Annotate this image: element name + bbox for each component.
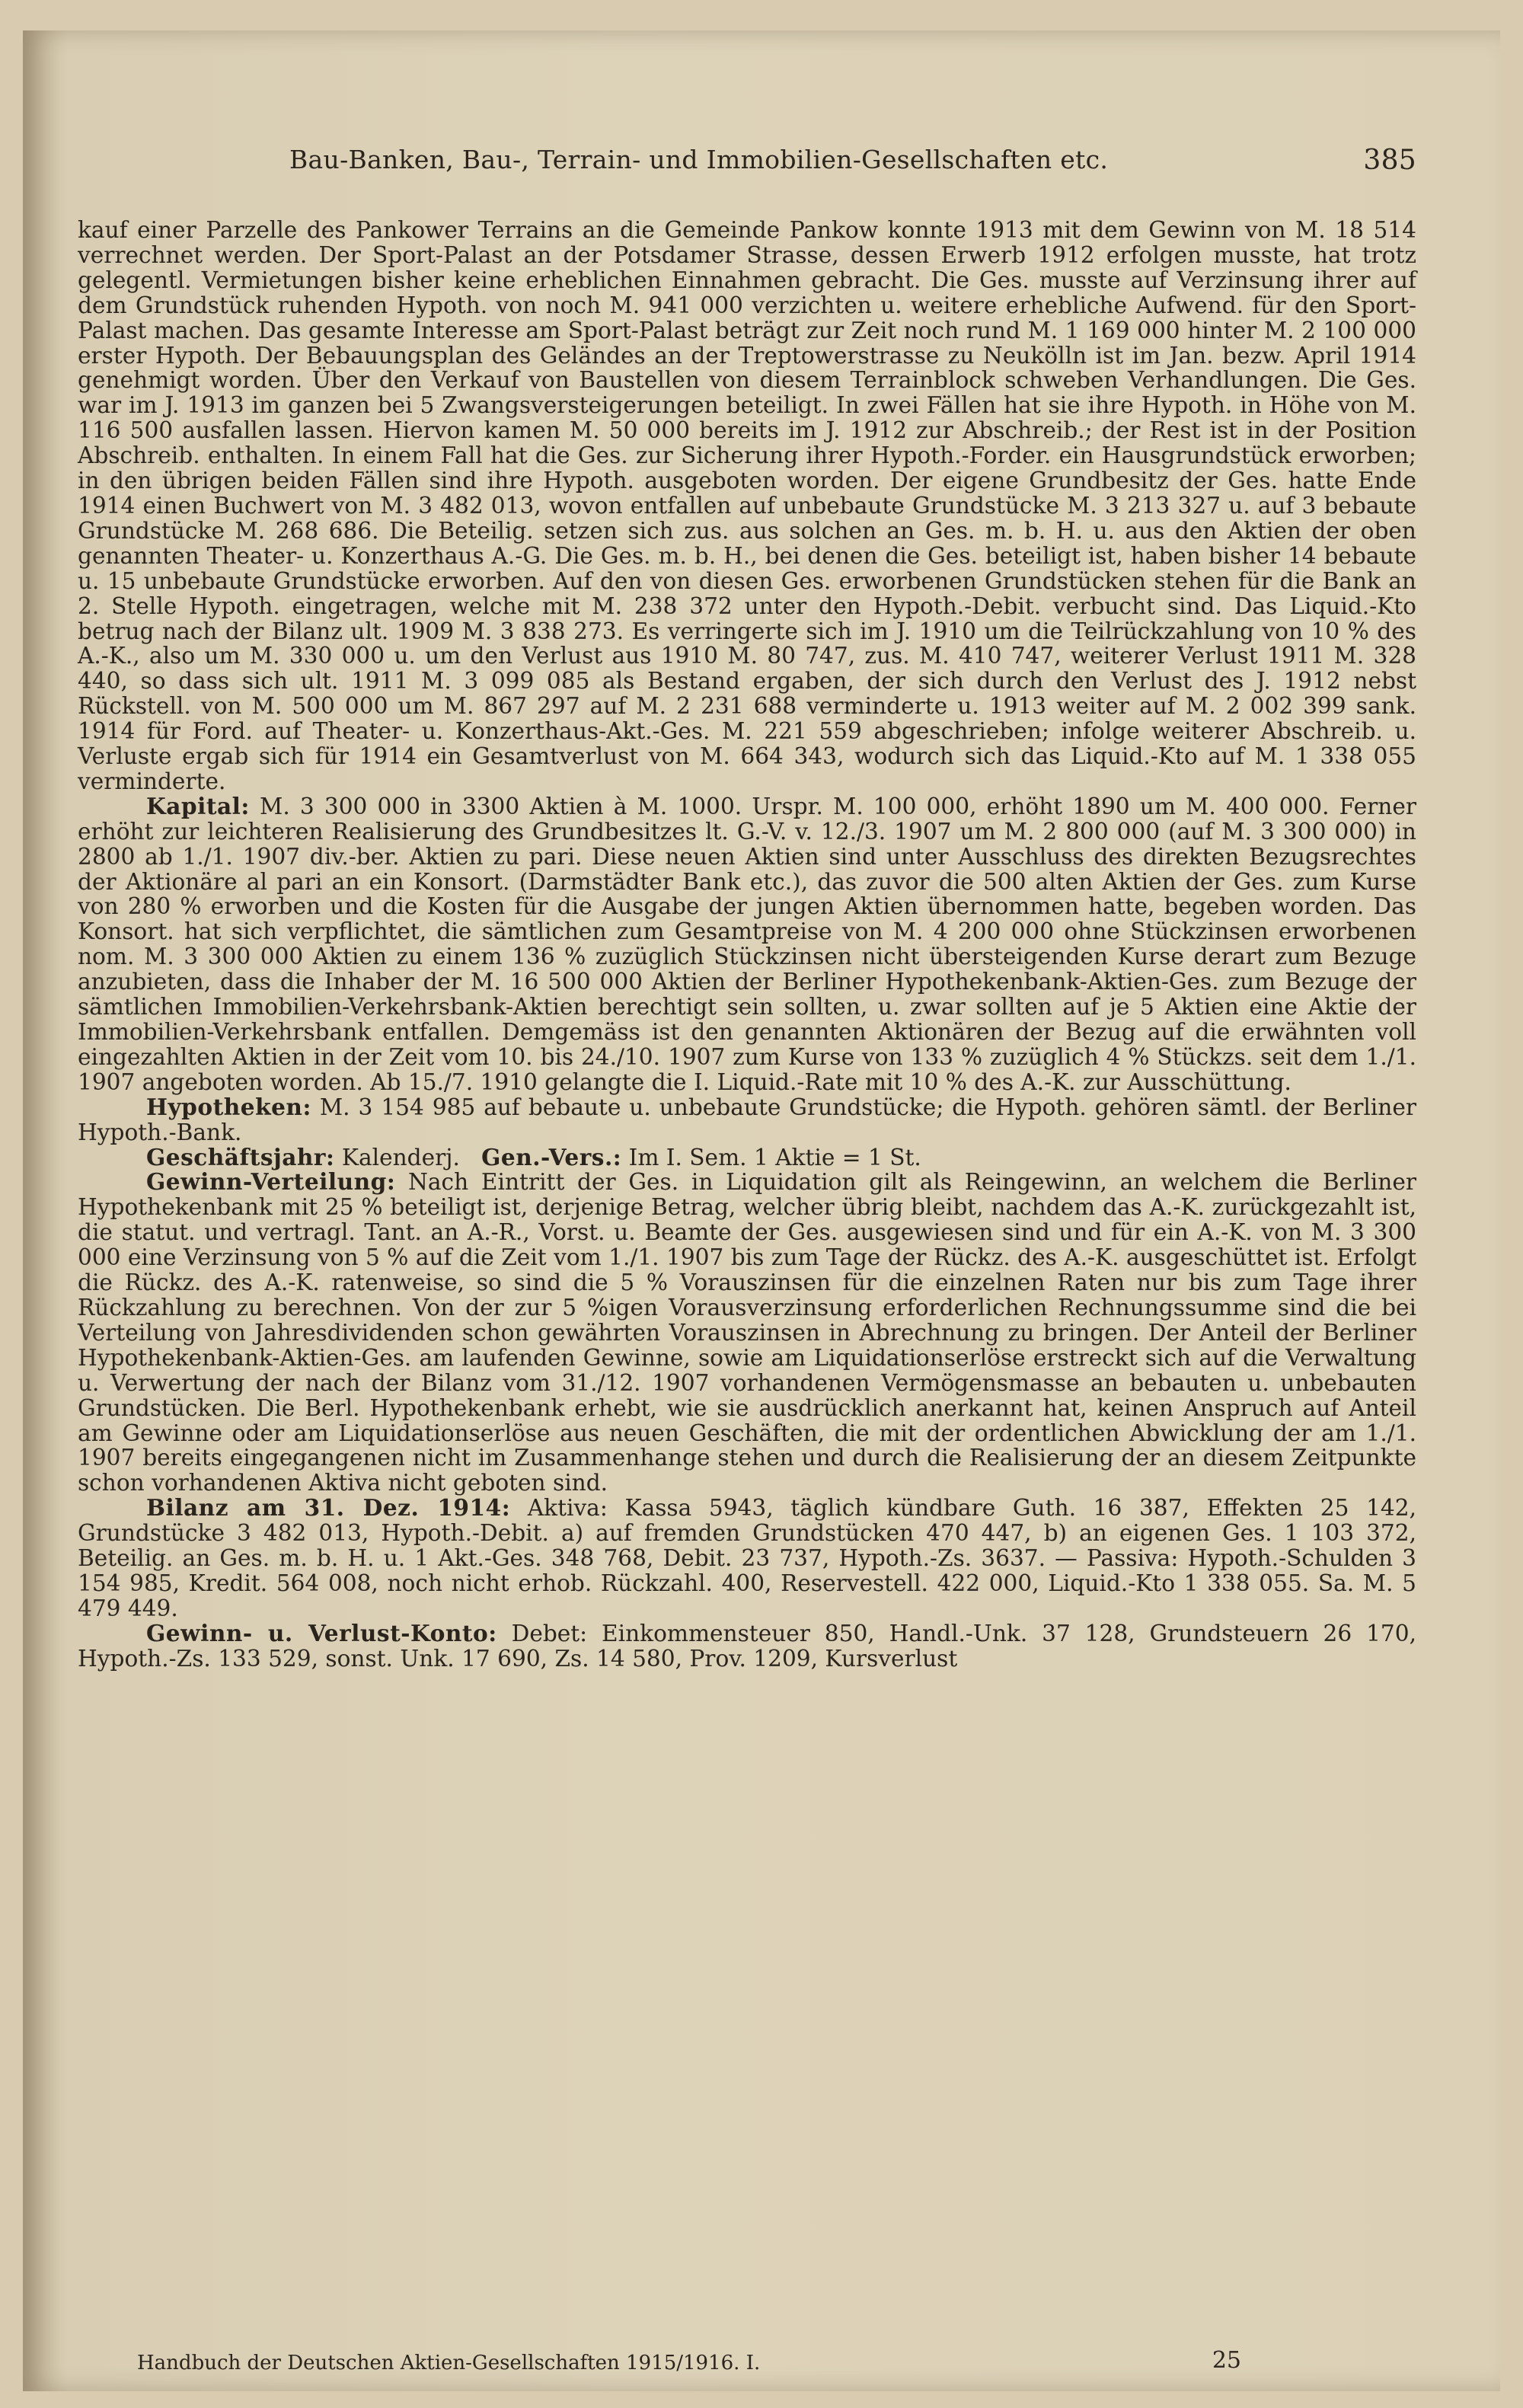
- section-text: Aktiva: Kassa 5943, täglich kündbare Guth. 16 387, Effekten 25 142, Grundstücke 3 482 013, Hypoth.-Debit. a) auf fremden Grundstücken 470 447, b) an eigenen Ges. 1 103 372, Beteilig. an Ges. m. b. H. u. 1 Akt.-Ges. 348 768, Debit. 23 737, Hypoth.-Zs. 3637. — Passiva: Hypoth.-Schulden 3 154 985, Kredit. 564 008, noch nicht erhob. Rückzahl. 400, Reservestell. 422 000, Liquid.-Kto 1 338 055. Sa. M. 5 479 449.: [78, 1495, 1416, 1621]
- section-label: Bilanz am 31. Dez. 1914:: [146, 1494, 511, 1522]
- paragraph-continuation: kauf einer Parzelle des Pankower Terrains an die Gemeinde Pankow konnte 1913 mit dem Gewinn von M. 18 514 verrechnet werden. Der Sport-Palast an der Potsdamer Strasse, dessen Erwerb 1912 erfolgen musste, hat trotz gelegentl. Vermietungen bisher keine erheblichen Einnahmen gebracht. Die Ges. musste auf Verzinsung ihrer auf dem Grundstück ruhenden Hypoth. von noch M. 941 000 verzichten u. weitere erhebliche Aufwend. für den Sport-Palast machen. Das gesamte Interesse am Sport-Palast beträgt zur Zeit noch rund M. 1 169 000 hinter M. 2 100 000 erster Hypoth. Der Bebauungsplan des Geländes an der Treptowerstrasse zu Neukölln ist im Jan. bezw. April 1914 genehmigt worden. Über den Verkauf von Baustellen von diesem Terrainblock schweben Verhandlungen. Die Ges. war im J. 1913 im ganzen bei 5 Zwangsversteigerungen beteiligt. In zwei Fällen hat sie ihre Hypoth. in Höhe von M. 116 500 ausfallen lassen. Hiervon kamen M. 50 000 bereits im J. 1912 zur Abschreib.; der Rest ist in der Position Abschreib. enthalten. In einem Fall hat die Ges. zur Sicherung ihrer Hypoth.-Forder. ein Hausgrundstück erworben; in den übrigen beiden Fällen sind ihre Hypoth. ausgeboten worden. Der eigene Grundbesitz der Ges. hatte Ende 1914 einen Buchwert von M. 3 482 013, wovon entfallen auf unbebaute Grundstücke M. 3 213 327 u. auf 3 bebaute Grundstücke M. 268 686. Die Beteilig. setzen sich zus. aus solchen an Ges. m. b. H. u. aus den Aktien der oben genannten Theater- u. Konzerthaus A.-G. Die Ges. m. b. H., bei denen die Ges. beteiligt ist, haben bisher 14 bebaute u. 15 unbebaute Grundstücke erworben. Auf den von diesen Ges. erworbenen Grundstücken stehen für die Bank an 2. Stelle Hypoth. eingetragen, welche mit M. 238 372 unter den Hypoth.-Debit. verbucht sind. Das Liquid.-Kto betrug nach der Bilanz ult. 1909 M. 3 838 273. Es verringerte sich im J. 1910 um die Teilrückzahlung von 10 % des A.-K., also um M. 330 000 u. um den Verlust aus 1910 M. 80 747, zus. M. 410 747, weiterer Verlust 1911 M. 328 440, so dass sich ult. 1911 M. 3 099 085 als Bestand ergaben, der sich durch den Verlust des J. 1912 nebst Rückstell. von M. 500 000 um M. 867 297 auf M. 2 231 688 verminderte u. 1913 weiter auf M. 2 002 399 sank. 1914 für Ford. auf Theater- u. Konzerthaus-Akt.-Ges. M. 221 559 abgeschrieben; infolge weiterer Abschreib. u. Verluste ergab sich für 1914 ein Gesamtverlust von M. 664 343, wodurch sich das Liquid.-Kto auf M. 1 338 055 verminderte.: [78, 217, 1416, 794]
- section-label: Gewinn- u. Verlust-Konto:: [146, 1619, 497, 1646]
- page-number: 385: [1363, 145, 1416, 176]
- section-hypotheken: [78, 1095, 1416, 1145]
- section-label: Geschäftsjahr:: [146, 1143, 335, 1170]
- section-bilanz: [78, 1496, 1416, 1621]
- section-text: M. 3 300 000 in 3300 Aktien à M. 1000. Urspr. M. 100 000, erhöht 1890 um M. 400 000. Ferner erhöht zur leichteren Realisierung des Grundbesitzes lt. G.-V. v. 12./3. 1907 um M. 2 800 000 (auf M. 3 300 000) in 2800 ab 1./1. 1907 div.-ber. Aktien zu pari. Diese neuen Aktien sind unter Ausschluss des direkten Bezugsrechtes der Aktionäre al pari an ein Konsort. (Darmstädter Bank etc.), das zuvor die 500 alten Aktien der Ges. zum Kurse von 280 % erworben und die Kosten für die Ausgabe der jungen Aktien übernommen hatte, begeben worden. Das Konsort. hat sich verpflichtet, die sämtlichen zum Gesamtpreise von M. 4 200 000 ohne Stückzinsen erworbenen nom. M. 3 300 000 Aktien zu einem 136 % zuzüglich Stückzinsen nicht übersteigenden Kurse derart zum Bezuge anzubieten, dass die Inhaber der M. 16 500 000 Aktien der Berliner Hypothekenbank-Aktien-Ges. zum Bezuge der sämtlichen Immobilien-Verkehrsbank-Aktien berechtigt sein sollten, u. zwar sollten auf je 5 Aktien eine Aktie der Immobilien-Verkehrsbank entfallen. Demgemäss ist den genannten Aktionären der Bezug auf die erwähnten voll eingezahlten Aktien in der Zeit vom 10. bis 24./10. 1907 zum Kurse von 133 % zuzüglich 4 % Stückzs. seit dem 1./1. 1907 angeboten worden. Ab 15./7. 1910 gelangte die I. Liquid.-Rate mit 10 % des A.-K. zur Ausschüttung.: [78, 793, 1416, 1095]
- section-text: Debet: Einkommensteuer 850, Handl.-Unk. 37 128, Grundsteuern 26 170, Hypoth.-Zs. 133 529, sonst. Unk. 17 690, Zs. 14 580, Prov. 1209, Kursverlust: [78, 1620, 1416, 1672]
- body-text: [78, 218, 1416, 1672]
- section-gewinn-verteilung: [78, 1170, 1416, 1496]
- section-gewinn-verlust-konto: [78, 1621, 1416, 1672]
- section-label: Gen.-Vers.:: [481, 1143, 622, 1170]
- section-kapital: [78, 794, 1416, 1095]
- running-header: [289, 145, 1416, 183]
- printer-signature: 25: [1212, 2347, 1241, 2374]
- section-text: Im I. Sem. 1 Aktie = 1 St.: [628, 1144, 921, 1170]
- book-page: [23, 30, 1500, 2391]
- section-text: Kalenderj.: [341, 1144, 460, 1170]
- footer: [137, 2347, 1241, 2381]
- header-title: Bau-Banken, Bau-, Terrain- und Immobilien-Gesellschaften etc.: [289, 145, 1109, 174]
- section-text: M. 3 154 985 auf bebaute u. unbebaute Grundstücke; die Hypoth. gehören sämtl. der Berliner Hypoth.-Bank.: [78, 1094, 1416, 1145]
- section-geschaeftsjahr: [78, 1145, 1416, 1170]
- section-label: Kapital:: [146, 792, 250, 819]
- section-label: Gewinn-Verteilung:: [146, 1168, 396, 1196]
- section-label: Hypotheken:: [146, 1093, 311, 1120]
- footer-text: Handbuch der Deutschen Aktien-Gesellschaften 1915/1916. I.: [137, 2352, 761, 2374]
- section-text: Nach Eintritt der Ges. in Liquidation gilt als Reingewinn, an welchem die Berliner Hypothekenbank mit 25 % beteiligt ist, derjenige Betrag, welcher übrig bleibt, nachdem das A.-K. zurückgezahlt ist, die statut. und vertragl. Tant. an A.-R., Vorst. u. Beamte der Ges. ausgewiesen sind und für ein A.-K. von M. 3 300 000 eine Verzinsung von 5 % auf die Zeit vom 1./1. 1907 bis zum Tage der Rückz. des A.-K. ausgeschüttet ist. Erfolgt die Rückz. des A.-K. ratenweise, so sind die 5 % Vorauszinsen für die einzelnen Raten nur bis zum Tage ihrer Rückzahlung zu berechnen. Von der zur 5 %igen Vorausverzinsung erforderlichen Rechnungssumme sind die bei Verteilung von Jahresdividenden schon gewährten Vorauszinsen in Abrechnung zu bringen. Der Anteil der Berliner Hypothekenbank-Aktien-Ges. am laufenden Gewinne, sowie am Liquidationserlöse erstreckt sich auf die Verwaltung u. Verwertung der nach der Bilanz vom 31./12. 1907 vorhandenen Vermögensmasse an bebauten u. unbebauten Grundstücken. Die Berl. Hypothekenbank erhebt, wie sie ausdrücklich anerkannt hat, keinen Anspruch auf Anteil am Gewinne oder am Liquidationserlöse aus neuen Geschäften, die mit der ordentlichen Abwicklung der am 1./1. 1907 bereits eingegangenen nicht im Zusammenhange stehen und durch die Realisierung der an diesem Zeitpunkte schon vorhandenen Aktiva nicht geboten sind.: [78, 1169, 1416, 1496]
